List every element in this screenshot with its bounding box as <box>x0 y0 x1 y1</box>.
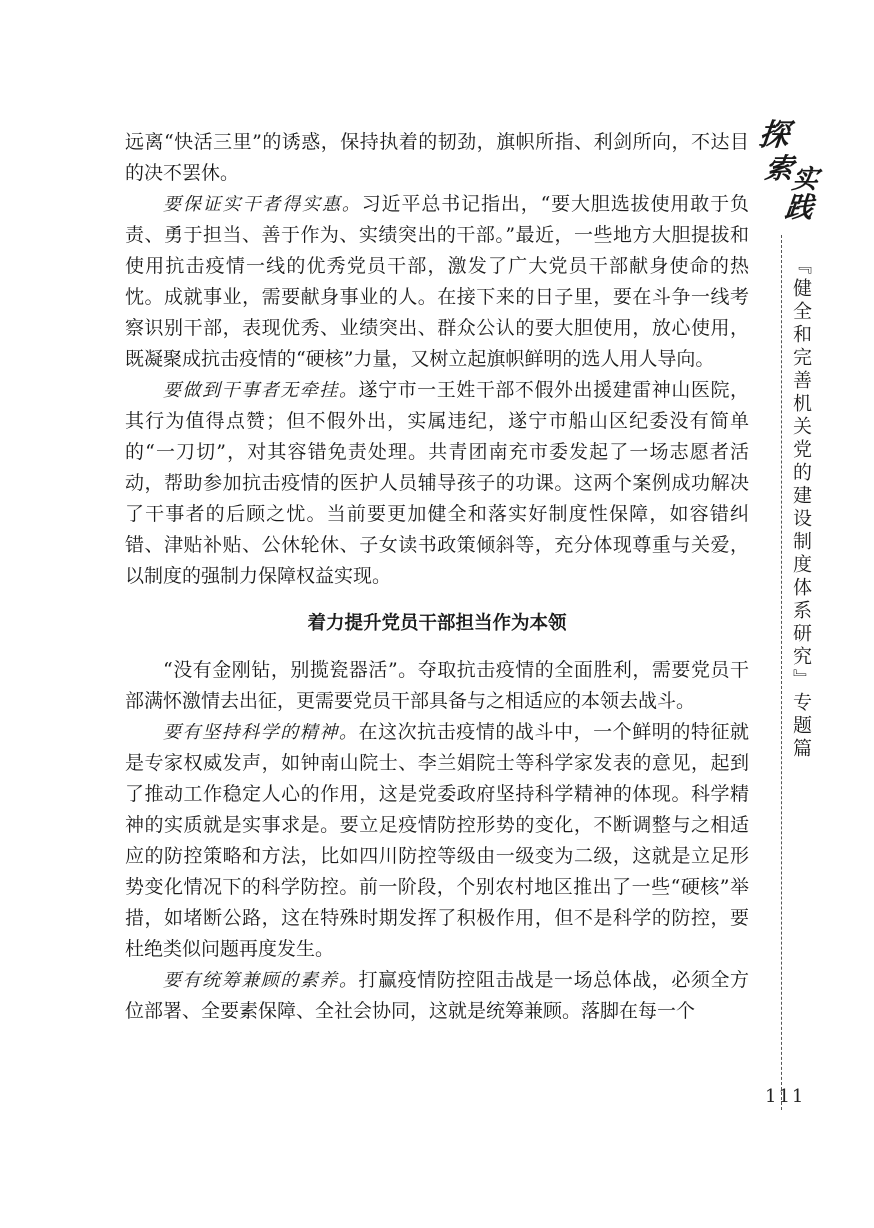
paragraph-lead: 要做到干事者无牵挂。 <box>163 380 359 401</box>
paragraphs-part2 <box>125 655 749 1027</box>
paragraph <box>125 965 749 1027</box>
paragraph <box>125 189 749 375</box>
page-number: 111 <box>765 1086 806 1107</box>
paragraph-lead: 要有坚持科学的精神。 <box>163 722 359 743</box>
paragraph-text: 习近平总书记指出，“要大胆选拔使用敢于负责、勇于担当、善于作为、实绩突出的干部。”最近，一些地方大胆提拔和使用抗击疫情一线的优秀党员干部，激发了广大党员干部献身使命的热忱。成就事业，需要献身事业的人。在接下来的日子里，要在斗争一线考察识别干部，表现优秀、业绩突出、群众公认的要大胆使用，放心使用，既凝聚成抗击疫情的“硬核”力量，又树立起旗帜鲜明的选人用人导向。 <box>125 193 749 370</box>
dashed-divider <box>781 235 782 1110</box>
paragraph-lead: 要有统筹兼顾的素养。 <box>163 970 359 991</box>
brand-char: 实 <box>790 165 820 195</box>
paragraph-text: 遂宁市一王姓干部不假外出援建雷神山医院，其行为值得点赞；但不假外出，实属违纪，遂宁市船山区纪委没有简单的“一刀切”，对其容错免责处理。共青团南充市委发起了一场志愿者活动，帮助参加抗击疫情的医护人员辅导孩子的功课。这两个案例成功解决了干事者的后顾之忧。当前要更加健全和落实好制度性保障，如容错纠错、津贴补贴、公休轮休、子女读书政策倾斜等，充分体现尊重与关爱，以制度的强制力保障权益实现。 <box>125 379 749 587</box>
brand-char: 探 <box>757 118 791 153</box>
paragraph-text: 在这次抗击疫情的战斗中，一个鲜明的特征就是专家权威发声，如钟南山院士、李兰娟院士等科学家发表的意见，起到了推动工作稳定人心的作用，这是党委政府坚持科学精神的体现。科学精神的实质就是实事求是。要立足疫情防控形势的变化，不断调整与之相适应的防控策略和方法，比如四川防控等级由一级变为二级，这就是立足形势变化情况下的科学防控。前一阶段，个别农村地区推出了一些“硬核”举措，如堵断公路，这在特殊时期发挥了积极作用，但不是科学的防控，要杜绝类似问题再度发生。 <box>125 721 749 960</box>
paragraph-lead: 要保证实干者得实惠。 <box>163 194 362 215</box>
paragraph <box>125 655 749 717</box>
section-brand-label <box>759 120 823 230</box>
column-title: 『健全和完善机关党的建设制度体系研究』专题篇 <box>790 255 812 761</box>
paragraphs-part1 <box>125 127 749 592</box>
paragraph-text: 远离“快活三里”的诱惑，保持执着的韧劲，旗帜所指、利剑所向，不达目的决不罢休。 <box>125 131 749 184</box>
section-heading: 着力提升党员干部担当作为本领 <box>307 613 567 634</box>
body-text <box>125 127 749 1027</box>
paragraph-text: 打赢疫情防控阻击战是一场总体战，必须全方位部署、全要素保障、全社会协同，这就是统筹兼顾。落脚在每一个 <box>125 969 749 1022</box>
paragraph-text: “没有金刚钻，别揽瓷器活”。夺取抗击疫情的全面胜利，需要党员干部满怀激情去出征，更需要党员干部具备与之相适应的本领去战斗。 <box>125 659 749 712</box>
paragraph <box>125 375 749 592</box>
brand-char: 践 <box>783 191 815 224</box>
brand-char: 索 <box>763 152 795 185</box>
paragraph <box>125 717 749 965</box>
paragraph <box>125 127 749 189</box>
